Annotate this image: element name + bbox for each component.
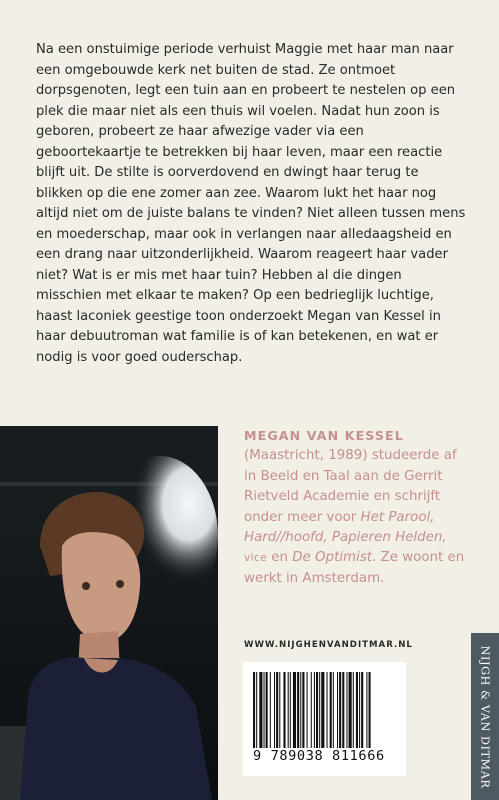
author-name: MEGAN VAN KESSEL	[244, 428, 404, 443]
publisher-logo-tab	[471, 633, 499, 800]
bio-outro: . Ze woont en werkt in Amsterdam.	[244, 550, 465, 586]
publication-3: De Optimist	[292, 550, 373, 566]
publication-2: vice	[244, 552, 267, 565]
isbn-number: 9 789038 811666	[253, 748, 385, 764]
barcode-icon	[253, 672, 399, 748]
author-photo	[0, 426, 218, 800]
publisher-name: NIJGH & VAN DITMAR	[478, 645, 492, 788]
bio-and: en	[271, 550, 288, 566]
publication-1: Het Parool, Hard//hoofd, Papieren Helden,	[244, 509, 447, 546]
author-bio-block	[244, 426, 466, 589]
publisher-website: WWW.NIJGHENVANDITMAR.NL	[244, 640, 413, 650]
isbn-barcode	[243, 662, 406, 776]
back-cover-blurb: Na een onstuimige periode verhuist Maggie met haar man naar een omgebouwde kerk net buiten de stad. Ze ontmoet dorpsgenoten, legt een tuin aan en probeert te nestelen op een plek die maar niet als een thuis wil voelen. Nadat hun zoon is geboren, probeert ze haar afwezige vader via een geboortekaartje te betrekken bij haar leven, maar een reactie blijft uit. De stilte is oorverdovend en dwingt haar terug te blikken op die ene zomer aan zee. Waarom lukt het haar nog altijd niet om de juiste balans te vinden? Niet alleen tussen mens en moederschap, maar ook in verlangen naar alledaagsheid en een drang naar uitzonderlijkheid. Waarom reageert haar vader niet? Wat is er mis met haar tuin? Hebben al die dingen misschien met elkaar te maken? Op een bedrieglijk luchtige, haast laconiek geestige toon onderzoekt Megan van Kessel in haar debuutroman wat familie is of kan betekenen, en wat er nodig is voor goed ouderschap.	[36, 42, 466, 365]
author-bio	[244, 446, 466, 589]
bio-intro: (Maastricht, 1989) studeerde af in Beeld en Taal aan de Gerrit Rietveld Academie en schrijft onder meer voor	[244, 448, 457, 525]
